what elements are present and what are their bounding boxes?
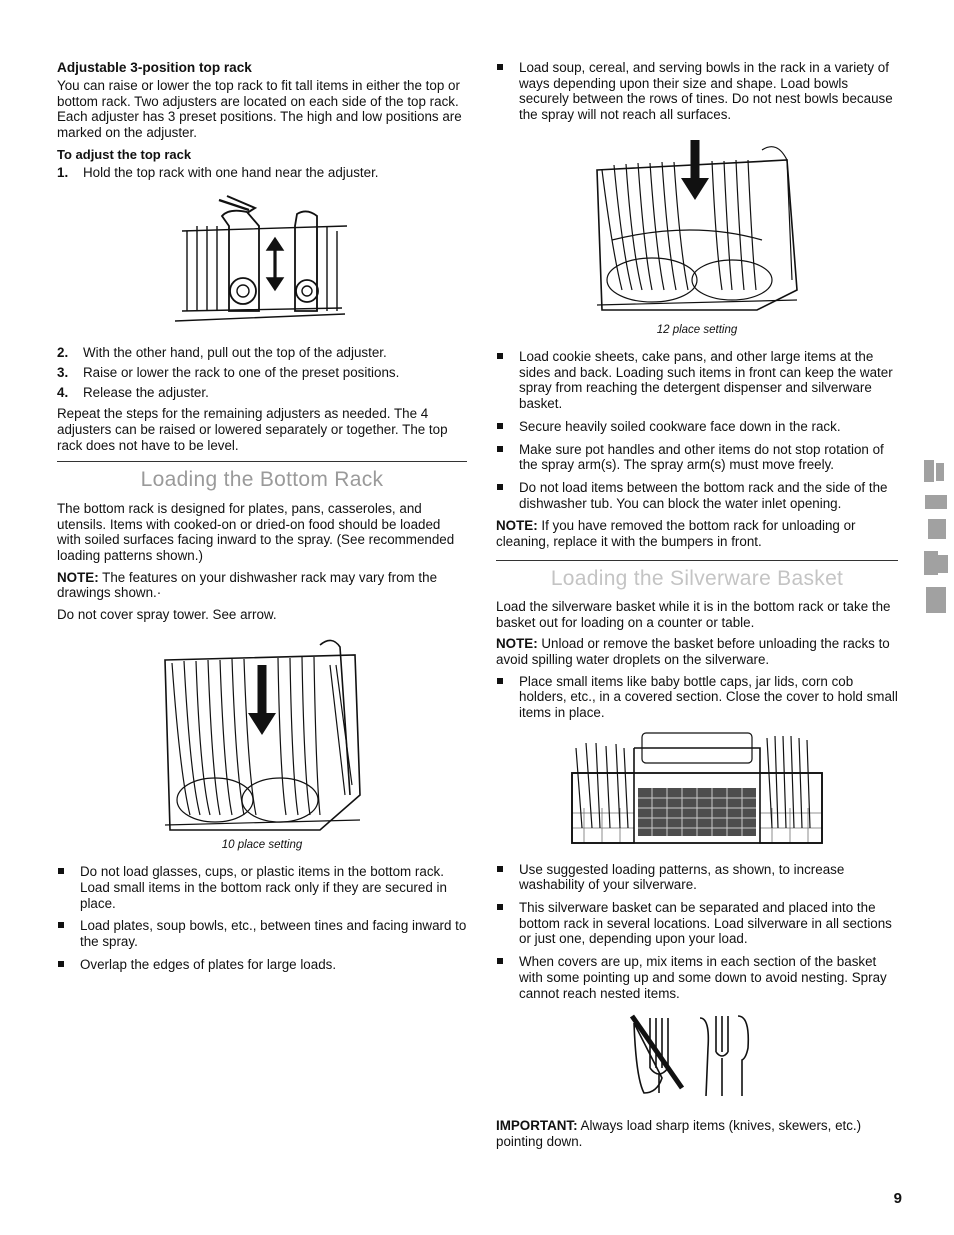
note-features: NOTE: The features on your dishwasher rack may vary from the drawings shown.· [57, 569, 438, 601]
bullet-covers-up: When covers are up, mix items in each section of the basket with some pointing up and some down to avoid nesting. Spray cannot reach nested items. [496, 954, 898, 1001]
bullet-no-glasses: Do not load glasses, cups, or plastic items in the bottom rack. Load small items in the bottom rack only if they are secured in place. [57, 864, 467, 911]
silverware-basket-title: Loading the Silverware Basket [550, 566, 844, 590]
caption-twelve-place: 12 place setting [656, 323, 738, 336]
step-3: 3. Raise or lower the rack to one of the preset positions. [57, 365, 400, 381]
adjustable-rack-intro: You can raise or lower the top rack to fit tall items in either the top or bottom rack. Two adjusters are located on each side of the top rack. Each adjuster has 3 preset positions. The high and low positions are marked on the adjuster. [57, 77, 462, 140]
bottom-rack-bullets [57, 864, 467, 972]
adjustable-rack-heading: Adjustable 3-position top rack [57, 60, 252, 75]
spray-tower-text: Do not cover spray tower. See arrow. [57, 607, 277, 623]
ten-place-setting-illustration [160, 635, 365, 835]
small-items-bullet-list [496, 674, 898, 721]
silverware-bullets [496, 862, 898, 1001]
rack-adjuster-illustration [167, 186, 357, 331]
section-divider [57, 461, 467, 462]
bullet-loading-patterns: Use suggested loading patterns, as shown, to increase washability of your silverware. [496, 862, 898, 893]
bowls-bullet-list [496, 60, 898, 123]
adjust-steps-b [57, 345, 467, 400]
bullet-basket-separated: This silverware basket can be separated and placed into the bottom rack in several locations. Load silverware in all sections or just one, depending upon your load. [496, 900, 898, 947]
important-sharp-items: IMPORTANT: Always load sharp items (knives, skewers, etc.) pointing down. [496, 1118, 862, 1149]
note-bumpers: NOTE: If you have removed the bottom rack for unloading or cleaning, replace it with the bumpers in front. [496, 518, 856, 549]
twelve-place-setting-illustration [592, 130, 802, 320]
left-column [57, 60, 467, 979]
bullet-plates-tines: Load plates, soup bowls, etc., between tines and facing inward to the spray. [57, 918, 467, 949]
bullet-overlap: Overlap the edges of plates for large loads. [57, 957, 467, 973]
note-unload: NOTE: Unload or remove the basket before unloading the racks to avoid spilling water droplets on the silverware. [496, 636, 890, 668]
caption-ten-place: 10 place setting [221, 838, 303, 851]
bottom-rack-title: Loading the Bottom Rack [140, 468, 384, 492]
large-items-bullets [496, 349, 898, 511]
step-1: 1. Hold the top rack with one hand near the adjuster. [57, 164, 379, 180]
page-number: 9 [893, 1190, 902, 1207]
bullet-bowls: Load soup, cereal, and serving bowls in the rack in a variety of ways depending upon their size and shape. Load bowls securely between the rows of tines. Do not nest bowls because the spray will not reach all surfaces. [496, 60, 898, 123]
bullet-pot-handles: Make sure pot handles and other items do not stop rotation of the spray arm(s). The spray arm(s) must move freely. [496, 442, 898, 473]
right-column [496, 60, 898, 1156]
silverware-intro: Load the silverware basket while it is in the bottom rack or take the basket out for loading on a counter or table. [496, 599, 891, 630]
bullet-cookie-sheets: Load cookie sheets, cake pans, and other large items at the sides and back. Loading such items in front can keep the water spray from reaching the detergent dispenser and silverware basket. [496, 349, 898, 412]
side-language-tab [920, 455, 954, 625]
bottom-rack-intro: The bottom rack is designed for plates, pans, casseroles, and utensils. Items with cooked-on or dried-on food should be loaded with soiled surfaces facing inward to the spray. (See recommended loading patterns shown.) [57, 501, 455, 564]
bullet-tub-side: Do not load items between the bottom rack and the side of the dishwasher tub. You can block the water inlet opening. [496, 480, 898, 511]
adjust-steps-a [57, 165, 467, 181]
bullet-soiled-cookware: Secure heavily soiled cookware face down in the rack. [496, 419, 898, 435]
step-4: 4. Release the adjuster. [57, 384, 209, 400]
to-adjust-heading: To adjust the top rack [57, 146, 192, 162]
step-2: 2. With the other hand, pull out the top of the adjuster. [57, 345, 387, 361]
bullet-small-items: Place small items like baby bottle caps, jar lids, corn cob holders, etc., in a covered section. Close the cover to hold small items in place. [496, 674, 898, 721]
section-divider-right [496, 560, 898, 561]
repeat-steps-text: Repeat the steps for the remaining adjusters as needed. The 4 adjusters can be raised or lowered separately or together. The top rack does not have to be level. [57, 406, 448, 453]
sharp-items-illustration [622, 1008, 772, 1100]
silverware-basket-illustration [562, 728, 832, 848]
